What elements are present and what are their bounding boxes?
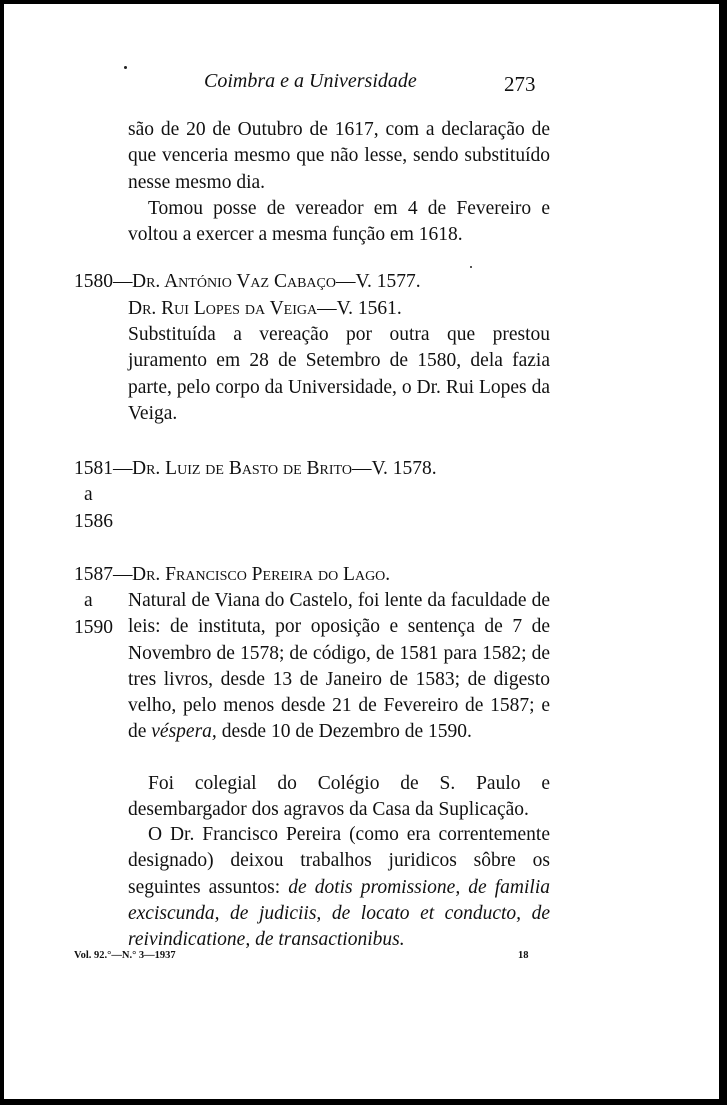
biography-text: Natural de Viana do Castelo, foi lente da faculdade de leis: de instituta, por oposição e sentença de 7 de Novembro de 1578; de código, de 1581 para 1582; de tres livros, desde 13 de Janeiro de 1583; de digesto velho, pelo menos desde 21 de Fevereiro de 1587; e de (128, 590, 550, 743)
entry-name-luiz-de-basto-de-brito: Dr. Luiz de Basto de Brito—V. 1578. (132, 458, 437, 479)
entry-1587-colegial: Foi colegial do Colégio de S. Paulo e desembargador dos agravos da Casa da Suplicação. (128, 773, 550, 821)
entry-1580-text: Substituída a vereação por outra que prestou juramento em 28 de Setembro de 1580, dela fazia parte, pelo corpo da Universidade, o Dr. Rui Lopes da Veiga. (128, 324, 550, 424)
biography-italic-term: véspera, (151, 721, 217, 743)
entry-year-1590: 1590 (74, 617, 113, 638)
paragraph-vereador: Tomou posse de vereador em 4 de Fevereiro e voltou a exercer a mesma função em 1618. (128, 198, 550, 246)
entry-range-a: a (84, 484, 93, 505)
entry-range-a: a (84, 590, 93, 611)
works-italic-titles: de dotis promissione, de familia exciscunda, de judiciis, de locato et conducto, de reivindicatione, de transactionibus. (128, 876, 550, 951)
ink-speck (124, 66, 127, 69)
paragraph-continued: são de 20 de Outubro de 1617, com a declaração de que venceria mesmo que não lesse, sendo substituído nesse mesmo dia. (128, 119, 550, 193)
works-text: O Dr. Francisco Pereira (como era correntemente designado) deixou trabalhos juridicos sôbre os seguintes assuntos: (128, 824, 550, 898)
footer-signature: 18 (518, 950, 529, 961)
footer-volume: Vol. 92.°—N.° 3—1937 (74, 950, 176, 961)
biography-text-end: desde 10 de Dezembro de 1590. (216, 721, 472, 743)
entry-1587-biography (128, 588, 550, 746)
entry-year-1586: 1586 (74, 511, 113, 532)
ink-speck (470, 266, 472, 268)
entry-name-antonio-vaz-cabaco: Dr. António Vaz Cabaço—V. 1577. (132, 271, 421, 292)
entry-year-1587: 1587— (74, 564, 133, 585)
entry-name-francisco-pereira-do-lago: Dr. Francisco Pereira do Lago. (132, 564, 391, 585)
page (4, 4, 719, 1099)
entry-year-1581: 1581— (74, 458, 133, 479)
page-header (4, 70, 719, 100)
entry-year-1580: 1580— (74, 271, 133, 292)
running-title: Coimbra e a Universidade (204, 70, 417, 92)
page-number: 273 (504, 72, 536, 96)
entry-1587-works (128, 822, 550, 953)
entry-name-rui-lopes-da-veiga: Dr. Rui Lopes da Veiga—V. 1561. (128, 298, 402, 319)
